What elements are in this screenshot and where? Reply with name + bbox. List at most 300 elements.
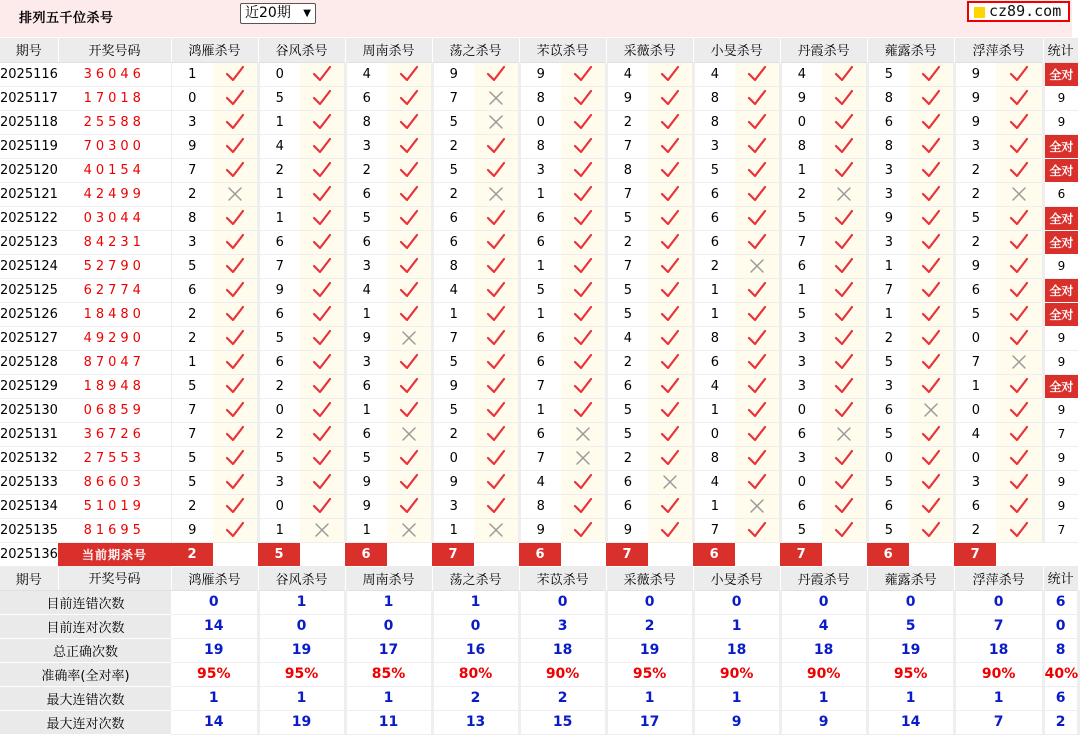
- hit-mark-cell: [822, 62, 867, 86]
- kill-number-cell: 7: [258, 254, 300, 278]
- summary-label: 目前连对次数: [0, 614, 171, 638]
- period-cell: 2025131: [0, 422, 58, 446]
- summary-value: 90%: [780, 662, 867, 686]
- check-icon: [1009, 449, 1029, 467]
- kill-number-cell: 9: [954, 254, 996, 278]
- check-icon: [225, 425, 245, 443]
- hit-mark-cell: [474, 182, 519, 206]
- hit-mark-cell: [909, 374, 954, 398]
- draw-number-cell: 86603: [58, 470, 171, 494]
- header-predictor[interactable]: 小旻杀号: [693, 566, 780, 590]
- kill-number-cell: 6: [345, 86, 387, 110]
- table-row: [0, 158, 1078, 182]
- hit-mark-cell: [909, 470, 954, 494]
- hit-mark-cell: [213, 350, 258, 374]
- full-correct-badge: 全对: [1043, 230, 1078, 254]
- summary-value: 2: [432, 686, 519, 710]
- period-cell: 2025129: [0, 374, 58, 398]
- check-icon: [921, 89, 941, 107]
- kill-number-cell: 9: [432, 62, 474, 86]
- hit-mark-cell: [213, 86, 258, 110]
- cross-icon: [399, 521, 419, 539]
- check-icon: [312, 473, 332, 491]
- header-predictor[interactable]: 采薇杀号: [606, 38, 693, 62]
- kill-number-cell: 1: [258, 110, 300, 134]
- kill-number-cell: 0: [954, 398, 996, 422]
- hit-mark-cell: [735, 446, 780, 470]
- kill-number-cell: 9: [519, 62, 561, 86]
- header-predictor[interactable]: 小旻杀号: [693, 38, 780, 62]
- check-icon: [921, 329, 941, 347]
- header-predictor[interactable]: 周南杀号: [345, 38, 432, 62]
- hit-mark-cell: [300, 398, 345, 422]
- hit-mark-cell: [822, 374, 867, 398]
- header-predictor[interactable]: 谷风杀号: [258, 38, 345, 62]
- table-header-row: [0, 38, 1078, 62]
- kill-number-cell: 0: [780, 470, 822, 494]
- hit-mark-cell: [735, 230, 780, 254]
- table-row: [0, 86, 1078, 110]
- kill-number-cell: 6: [867, 398, 909, 422]
- header-predictor[interactable]: 芣苡杀号: [519, 566, 606, 590]
- period-cell: 2025118: [0, 110, 58, 134]
- table-row: [0, 326, 1078, 350]
- summary-value: 15: [519, 710, 606, 734]
- kill-number-cell: 2: [867, 326, 909, 350]
- kill-number-cell: 9: [432, 470, 474, 494]
- kill-number-cell: 3: [780, 326, 822, 350]
- summary-stat: 6: [1043, 590, 1078, 614]
- summary-value: 95%: [606, 662, 693, 686]
- full-correct-badge: 全对: [1043, 278, 1078, 302]
- draw-number-cell: 27553: [58, 446, 171, 470]
- hit-mark-cell: [387, 398, 432, 422]
- kill-number-cell: 7: [867, 278, 909, 302]
- current-kill-number: 7: [606, 542, 648, 566]
- kill-number-cell: 5: [954, 206, 996, 230]
- kill-number-cell: 5: [432, 110, 474, 134]
- check-icon: [921, 497, 941, 515]
- hit-mark-cell: [735, 86, 780, 110]
- check-icon: [573, 305, 593, 323]
- kill-number-cell: 6: [780, 494, 822, 518]
- check-icon: [399, 449, 419, 467]
- hit-mark-cell: [648, 182, 693, 206]
- check-icon: [660, 449, 680, 467]
- kill-number-cell: 1: [867, 254, 909, 278]
- kill-number-cell: 7: [519, 446, 561, 470]
- kill-number-cell: 7: [519, 374, 561, 398]
- summary-value: 19: [258, 638, 345, 662]
- kill-number-cell: 1: [693, 494, 735, 518]
- kill-number-cell: 7: [780, 230, 822, 254]
- hit-mark-cell: [735, 206, 780, 230]
- check-icon: [225, 329, 245, 347]
- check-icon: [399, 137, 419, 155]
- stat-cell: 9: [1043, 110, 1078, 134]
- header-predictor[interactable]: 丹霞杀号: [780, 38, 867, 62]
- check-icon: [486, 65, 506, 83]
- stat-cell: 7: [1043, 422, 1078, 446]
- cross-icon: [1009, 185, 1029, 203]
- check-icon: [660, 161, 680, 179]
- summary-value: 5: [867, 614, 954, 638]
- hit-mark-cell: [561, 302, 606, 326]
- stat-cell: 7: [1043, 518, 1078, 542]
- hit-mark-cell: [387, 206, 432, 230]
- check-icon: [312, 209, 332, 227]
- header-predictor[interactable]: 蕹露杀号: [867, 566, 954, 590]
- draw-number-cell: 18480: [58, 302, 171, 326]
- check-icon: [834, 521, 854, 539]
- hit-mark-cell: [648, 326, 693, 350]
- kill-number-cell: 9: [171, 518, 213, 542]
- hit-mark-cell: [300, 374, 345, 398]
- stat-cell: 9: [1043, 254, 1078, 278]
- kill-number-cell: 2: [258, 422, 300, 446]
- kill-number-cell: 0: [867, 446, 909, 470]
- hit-mark-cell: [996, 422, 1043, 446]
- kill-number-cell: 1: [519, 302, 561, 326]
- check-icon: [1009, 425, 1029, 443]
- hit-mark-cell: [996, 302, 1043, 326]
- table-row: [0, 350, 1078, 374]
- check-icon: [486, 449, 506, 467]
- header-predictor[interactable]: 鸿雁杀号: [171, 566, 258, 590]
- summary-value: 95%: [258, 662, 345, 686]
- header-predictor[interactable]: 芣苡杀号: [519, 38, 606, 62]
- header-predictor[interactable]: 采薇杀号: [606, 566, 693, 590]
- cross-icon: [1009, 353, 1029, 371]
- hit-mark-cell: [300, 86, 345, 110]
- period-cell: 2025121: [0, 182, 58, 206]
- check-icon: [1009, 137, 1029, 155]
- current-kill-number: 6: [345, 542, 387, 566]
- kill-number-cell: 8: [867, 134, 909, 158]
- draw-number-cell: 17018: [58, 86, 171, 110]
- hit-mark-cell: [822, 326, 867, 350]
- current-kill-label: 当前期杀号: [58, 542, 171, 566]
- current-kill-number: 6: [519, 542, 561, 566]
- check-icon: [747, 305, 767, 323]
- hit-mark-cell: [474, 494, 519, 518]
- kill-number-cell: 5: [606, 302, 648, 326]
- header-predictor[interactable]: 浮萍杀号: [954, 566, 1043, 590]
- stat-cell: 9: [1043, 446, 1078, 470]
- period-cell: 2025117: [0, 86, 58, 110]
- check-icon: [312, 185, 332, 203]
- hit-mark-cell: [996, 518, 1043, 542]
- check-icon: [1009, 521, 1029, 539]
- header-predictor[interactable]: 谷风杀号: [258, 566, 345, 590]
- period-cell: 2025116: [0, 62, 58, 86]
- header-predictor[interactable]: 浮萍杀号: [954, 38, 1043, 62]
- kill-number-cell: 9: [954, 110, 996, 134]
- kill-number-cell: 1: [693, 302, 735, 326]
- hit-mark-cell: [909, 422, 954, 446]
- hit-mark-cell: [648, 494, 693, 518]
- hit-mark-cell: [648, 470, 693, 494]
- draw-number-cell: 25588: [58, 110, 171, 134]
- hit-mark-cell: [213, 398, 258, 422]
- hit-mark-cell: [996, 110, 1043, 134]
- kill-number-cell: 6: [258, 230, 300, 254]
- full-correct-badge: 全对: [1043, 62, 1078, 86]
- top-bar: [0, 0, 1072, 37]
- kill-number-cell: 8: [519, 134, 561, 158]
- hit-mark-cell: [822, 278, 867, 302]
- check-icon: [660, 401, 680, 419]
- hit-mark-cell: [213, 494, 258, 518]
- kill-number-cell: 5: [258, 326, 300, 350]
- kill-number-cell: 5: [606, 206, 648, 230]
- period-cell: 2025133: [0, 470, 58, 494]
- check-icon: [486, 257, 506, 275]
- table-row: [0, 470, 1078, 494]
- kill-number-cell: 8: [606, 158, 648, 182]
- hit-mark-cell: [648, 62, 693, 86]
- kill-number-cell: 6: [345, 182, 387, 206]
- table-row: [0, 110, 1078, 134]
- check-icon: [834, 449, 854, 467]
- kill-number-cell: 2: [954, 518, 996, 542]
- table-row: [0, 182, 1078, 206]
- kill-number-cell: 6: [519, 422, 561, 446]
- hit-mark-cell: [561, 422, 606, 446]
- summary-value: 0: [606, 590, 693, 614]
- draw-number-cell: 40154: [58, 158, 171, 182]
- full-correct-badge: 全对: [1043, 206, 1078, 230]
- check-icon: [312, 233, 332, 251]
- current-blank-cell: [213, 542, 258, 566]
- kill-number-cell: 8: [432, 254, 474, 278]
- kill-number-table: [0, 38, 1080, 735]
- current-blank-cell: [648, 542, 693, 566]
- check-icon: [921, 233, 941, 251]
- hit-mark-cell: [300, 518, 345, 542]
- summary-value: 7: [954, 710, 1043, 734]
- hit-mark-cell: [300, 206, 345, 230]
- hit-mark-cell: [387, 494, 432, 518]
- hit-mark-cell: [996, 134, 1043, 158]
- table-row: [0, 518, 1078, 542]
- kill-number-cell: 3: [867, 182, 909, 206]
- check-icon: [486, 425, 506, 443]
- hit-mark-cell: [909, 158, 954, 182]
- check-icon: [399, 377, 419, 395]
- hit-mark-cell: [996, 182, 1043, 206]
- summary-value: 2: [519, 686, 606, 710]
- table-header-row: [0, 566, 1078, 590]
- kill-number-cell: 8: [693, 110, 735, 134]
- period-select[interactable]: [240, 3, 316, 24]
- kill-number-cell: 1: [867, 302, 909, 326]
- check-icon: [486, 497, 506, 515]
- check-icon: [834, 257, 854, 275]
- summary-value: 14: [171, 614, 258, 638]
- summary-value: 14: [171, 710, 258, 734]
- check-icon: [573, 185, 593, 203]
- hit-mark-cell: [996, 278, 1043, 302]
- header-predictor[interactable]: 周南杀号: [345, 566, 432, 590]
- check-icon: [225, 281, 245, 299]
- kill-number-cell: 6: [606, 470, 648, 494]
- hit-mark-cell: [822, 230, 867, 254]
- hit-mark-cell: [822, 86, 867, 110]
- hit-mark-cell: [213, 518, 258, 542]
- kill-number-cell: 1: [345, 398, 387, 422]
- period-cell: 2025127: [0, 326, 58, 350]
- hit-mark-cell: [387, 110, 432, 134]
- header-predictor[interactable]: 荡之杀号: [432, 38, 519, 62]
- table-row: [0, 374, 1078, 398]
- current-blank-cell: [909, 542, 954, 566]
- kill-number-cell: 6: [693, 350, 735, 374]
- hit-mark-cell: [300, 158, 345, 182]
- summary-row: [0, 614, 1078, 638]
- hit-mark-cell: [474, 254, 519, 278]
- table-row: [0, 302, 1078, 326]
- check-icon: [660, 425, 680, 443]
- check-icon: [399, 281, 419, 299]
- hit-mark-cell: [996, 230, 1043, 254]
- hit-mark-cell: [300, 278, 345, 302]
- kill-number-cell: 7: [954, 350, 996, 374]
- hit-mark-cell: [300, 446, 345, 470]
- summary-row: [0, 638, 1078, 662]
- kill-number-cell: 4: [345, 278, 387, 302]
- hit-mark-cell: [213, 254, 258, 278]
- kill-number-cell: 9: [780, 86, 822, 110]
- hit-mark-cell: [474, 446, 519, 470]
- kill-number-cell: 0: [954, 446, 996, 470]
- check-icon: [486, 209, 506, 227]
- summary-value: 3: [519, 614, 606, 638]
- hit-mark-cell: [561, 254, 606, 278]
- hit-mark-cell: [996, 494, 1043, 518]
- period-cell: 2025126: [0, 302, 58, 326]
- hit-mark-cell: [474, 62, 519, 86]
- hit-mark-cell: [213, 470, 258, 494]
- hit-mark-cell: [474, 326, 519, 350]
- current-blank-cell: [735, 542, 780, 566]
- check-icon: [312, 449, 332, 467]
- check-icon: [1009, 377, 1029, 395]
- kill-number-cell: 8: [780, 134, 822, 158]
- kill-number-cell: 7: [432, 86, 474, 110]
- hit-mark-cell: [474, 422, 519, 446]
- check-icon: [486, 305, 506, 323]
- check-icon: [225, 113, 245, 131]
- stat-cell: 9: [1043, 494, 1078, 518]
- header-predictor[interactable]: 荡之杀号: [432, 566, 519, 590]
- check-icon: [486, 377, 506, 395]
- check-icon: [921, 185, 941, 203]
- hit-mark-cell: [474, 278, 519, 302]
- check-icon: [834, 353, 854, 371]
- summary-value: 18: [693, 638, 780, 662]
- check-icon: [834, 209, 854, 227]
- check-icon: [660, 209, 680, 227]
- kill-number-cell: 3: [258, 470, 300, 494]
- kill-number-cell: 4: [954, 422, 996, 446]
- kill-number-cell: 7: [171, 422, 213, 446]
- kill-number-cell: 3: [345, 350, 387, 374]
- check-icon: [660, 353, 680, 371]
- header-predictor[interactable]: 鸿雁杀号: [171, 38, 258, 62]
- header-predictor[interactable]: 蕹露杀号: [867, 38, 954, 62]
- hit-mark-cell: [909, 62, 954, 86]
- kill-number-cell: 6: [258, 302, 300, 326]
- check-icon: [399, 473, 419, 491]
- kill-number-cell: 6: [606, 494, 648, 518]
- kill-number-cell: 8: [519, 494, 561, 518]
- draw-number-cell: 49290: [58, 326, 171, 350]
- kill-number-cell: 2: [780, 182, 822, 206]
- hit-mark-cell: [300, 182, 345, 206]
- check-icon: [573, 353, 593, 371]
- kill-number-cell: 5: [171, 446, 213, 470]
- hit-mark-cell: [909, 446, 954, 470]
- hit-mark-cell: [474, 110, 519, 134]
- hit-mark-cell: [909, 86, 954, 110]
- site-logo[interactable]: [967, 1, 1070, 22]
- check-icon: [573, 281, 593, 299]
- summary-value: 0: [171, 590, 258, 614]
- period-cell: 2025119: [0, 134, 58, 158]
- check-icon: [747, 281, 767, 299]
- kill-number-cell: 3: [345, 254, 387, 278]
- hit-mark-cell: [387, 326, 432, 350]
- check-icon: [1009, 401, 1029, 419]
- draw-number-cell: 52790: [58, 254, 171, 278]
- hit-mark-cell: [648, 158, 693, 182]
- check-icon: [747, 65, 767, 83]
- kill-number-cell: 5: [867, 350, 909, 374]
- check-icon: [399, 401, 419, 419]
- chevron-down-icon: ▼: [303, 8, 311, 19]
- summary-value: 1: [693, 686, 780, 710]
- hit-mark-cell: [822, 470, 867, 494]
- kill-number-cell: 8: [519, 86, 561, 110]
- current-blank-cell: [387, 542, 432, 566]
- check-icon: [834, 281, 854, 299]
- hit-mark-cell: [300, 494, 345, 518]
- kill-number-cell: 2: [258, 158, 300, 182]
- check-icon: [399, 89, 419, 107]
- hit-mark-cell: [909, 182, 954, 206]
- hit-mark-cell: [300, 254, 345, 278]
- summary-value: 17: [345, 638, 432, 662]
- check-icon: [399, 161, 419, 179]
- kill-number-cell: 9: [519, 518, 561, 542]
- kill-number-cell: 4: [780, 62, 822, 86]
- check-icon: [921, 209, 941, 227]
- kill-number-cell: 0: [780, 110, 822, 134]
- page-title: 排列五千位杀号: [19, 11, 114, 26]
- header-predictor[interactable]: 丹霞杀号: [780, 566, 867, 590]
- stat-cell: 6: [1043, 182, 1078, 206]
- check-icon: [225, 257, 245, 275]
- kill-number-cell: 7: [606, 182, 648, 206]
- kill-number-cell: 2: [606, 110, 648, 134]
- kill-number-cell: 6: [606, 374, 648, 398]
- kill-number-cell: 0: [693, 422, 735, 446]
- hit-mark-cell: [648, 86, 693, 110]
- hit-mark-cell: [822, 254, 867, 278]
- summary-value: 1: [345, 590, 432, 614]
- hit-mark-cell: [387, 134, 432, 158]
